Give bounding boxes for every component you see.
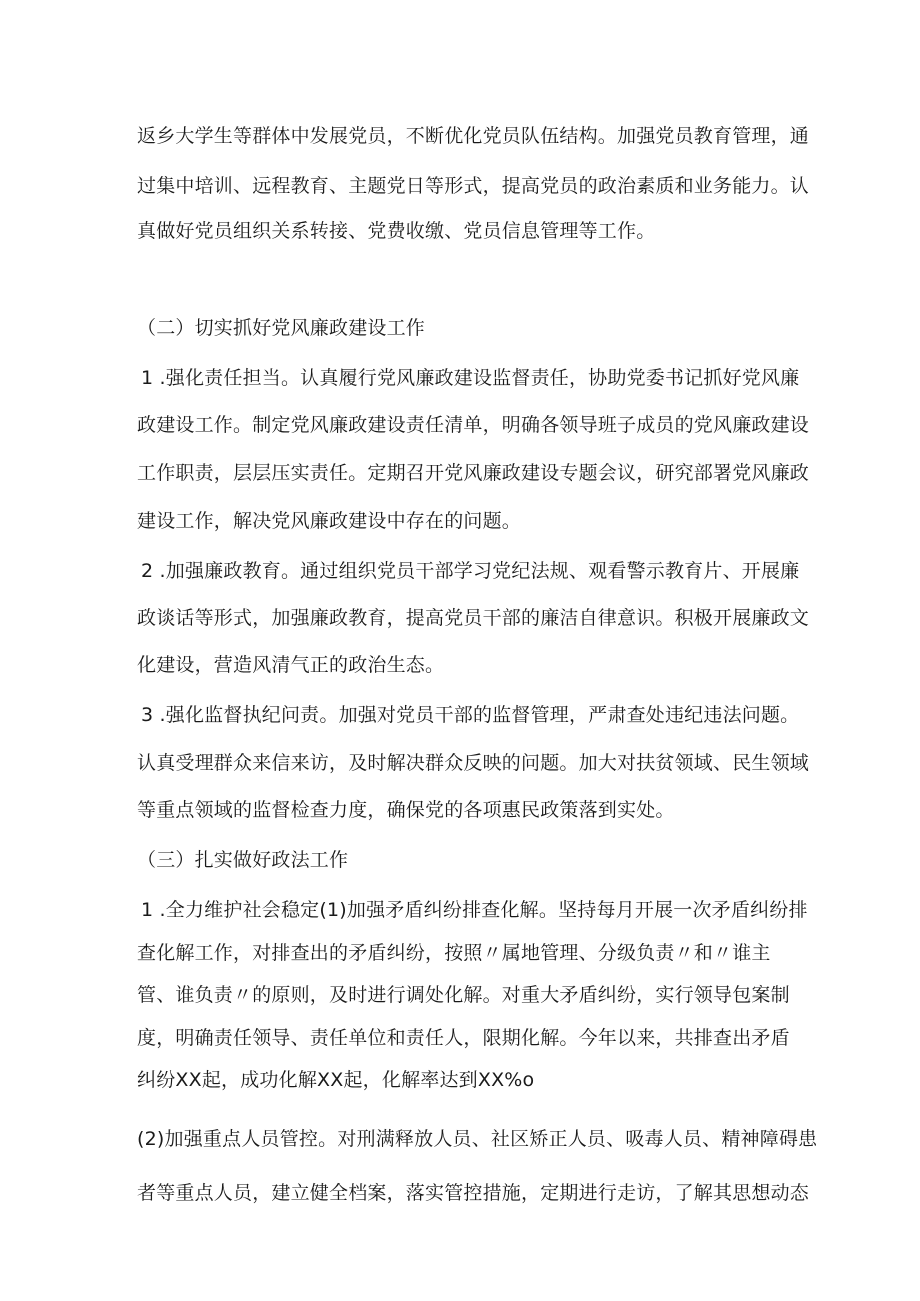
paragraph-line: 度，明确责任领导、责任单位和责任人，限期化解。今年以来，共排查出矛盾 xyxy=(137,1027,790,1049)
paragraph-line: 1 .强化责任担当。认真履行党风廉政建设监督责任，协助党委书记抓好党风廉 xyxy=(141,367,800,389)
paragraph-line: 返乡大学生等群体中发展党员，不断优化党员队伍结构。加强党员教育管理，通 xyxy=(137,125,810,147)
paragraph-line: 者等重点人员，建立健全档案，落实管控措施，定期进行走访，了解其思想动态 xyxy=(137,1182,810,1204)
paragraph-line: 化建设，营造风清气正的政治生态。 xyxy=(137,654,445,676)
paragraph-line: 真做好党员组织关系转接、党费收缴、党员信息管理等工作。 xyxy=(137,220,656,242)
paragraph-line: 3 .强化监督执纪问责。加强对党员干部的监督管理，严肃查处违纪违法问题。 xyxy=(141,704,800,726)
paragraph-line: 工作职责，层层压实责任。定期召开党风廉政建设专题会议，研究部署党风廉政 xyxy=(137,462,810,484)
paragraph-line: 过集中培训、远程教育、主题党日等形式，提高党员的政治素质和业务能力。认 xyxy=(137,175,810,197)
paragraph-line: 认真受理群众来信来访，及时解决群众反映的问题。加大对扶贫领域、民生领域 xyxy=(137,752,810,774)
paragraph-line: 等重点领域的监督检查力度，确保党的各项惠民政策落到实处。 xyxy=(137,799,675,821)
paragraph-line: 建设工作，解决党风廉政建设中存在的问题。 xyxy=(137,510,522,532)
paragraph-line: 管、谁负责〃的原则，及时进行调处化解。对重大矛盾纠纷，实行领导包案制 xyxy=(137,984,790,1006)
paragraph-line: 1 .全力维护社会稳定(1)加强矛盾纠纷排查化解。坚持每月开展一次矛盾纠纷排 xyxy=(141,899,808,921)
paragraph-line: 政谈话等形式，加强廉政教育，提高党员干部的廉洁自律意识。积极开展廉政文 xyxy=(137,607,810,629)
section-heading: （三）扎实做好政法工作 xyxy=(137,849,349,871)
paragraph-line: 政建设工作。制定党风廉政建设责任清单，明确各领导班子成员的党风廉政建设 xyxy=(137,414,810,436)
paragraph-line: 查化解工作，对排查出的矛盾纠纷，按照〃属地管理、分级负责〃和〃谁主 xyxy=(137,942,771,964)
paragraph-line: 纠纷XX起，成功化解XX起，化解率达到XX%o xyxy=(137,1069,535,1091)
paragraph-line: 2 .加强廉政教育。通过组织党员干部学习党纪法规、观看警示教育片、开展廉 xyxy=(141,560,800,582)
section-heading: （二）切实抓好党风廉政建设工作 xyxy=(137,317,426,339)
paragraph-line: (2)加强重点人员管控。对刑满释放人员、社区矫正人员、吸毒人员、精神障碍患 xyxy=(137,1128,818,1150)
